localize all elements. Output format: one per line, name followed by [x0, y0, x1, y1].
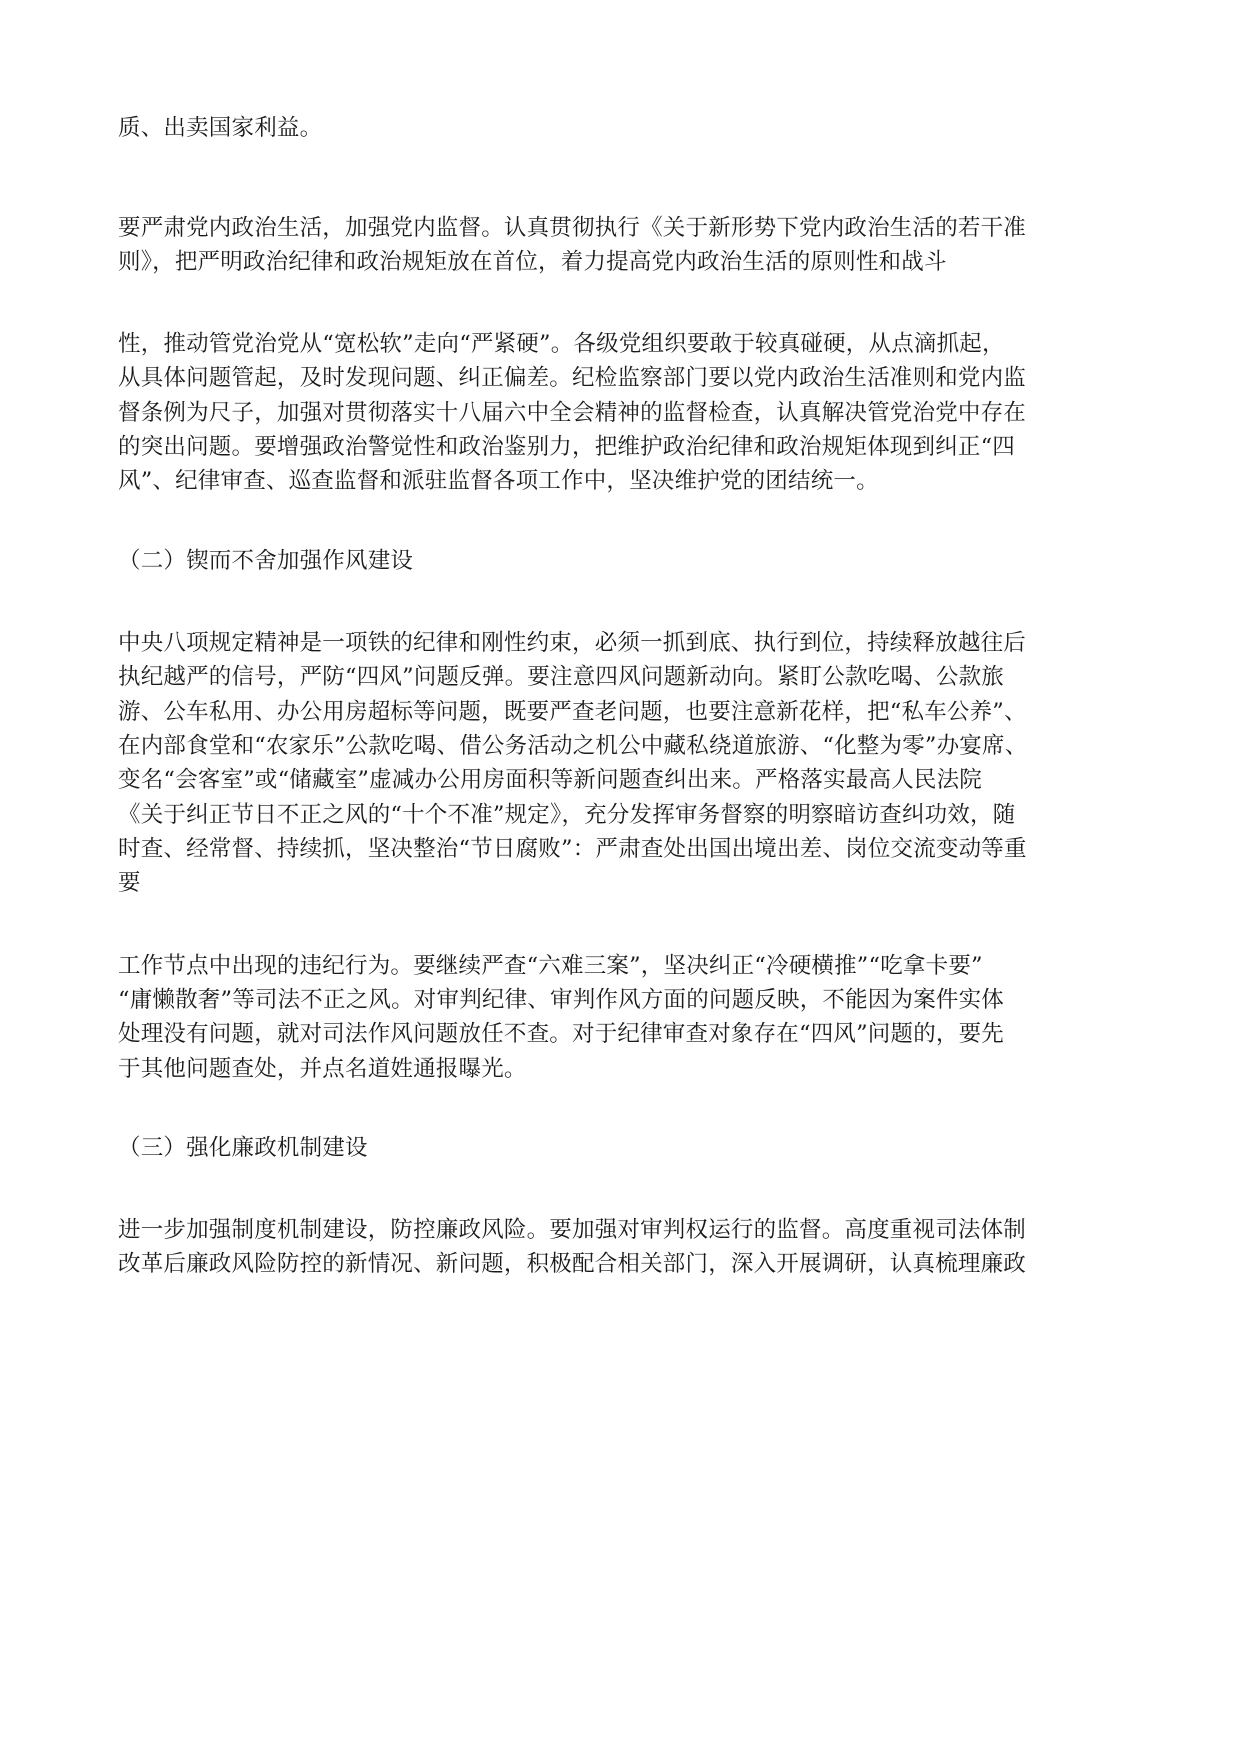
text-line: 在内部食堂和“农家乐”公款吃喝、借公务活动之机公中藏私绕道旅游、“化整为零”办宴席、	[118, 733, 1028, 759]
text-line: 从具体问题管起，及时发现问题、纠正偏差。纪检监察部门要以党内政治生活准则和党内监	[118, 365, 1027, 391]
text-line: 处理没有问题，就对司法作风问题放任不查。对于纪律审查对象存在“四风”问题的，要先	[118, 1021, 1005, 1047]
text-line: 要	[118, 870, 141, 896]
text-line: 改革后廉政风险防控的新情况、新问题，积极配合相关部门，深入开展调研，认真梳理廉政	[118, 1251, 1027, 1277]
section-heading: （二）锲而不舍加强作风建设	[118, 548, 414, 574]
text-line: 中央八项规定精神是一项铁的纪律和刚性约束，必须一抓到底、执行到位，持续释放越往后	[118, 630, 1027, 656]
text-line: 游、公车私用、办公用房超标等问题，既要严查老问题，也要注意新花样，把“私车公养”、	[118, 699, 1027, 725]
text-line: 性，推动管党治党从“宽松软”走向“严紧硬”。各级党组织要敢于较真碰硬，从点滴抓起，	[118, 331, 1005, 357]
text-line: 执纪越严的信号，严防“四风”问题反弹。要注意四风问题新动向。紧盯公款吃喝、公款旅	[118, 664, 1005, 690]
text-line: 时查、经常督、持续抓，坚决整治“节日腐败”：严肃查处出国出境出差、岗位交流变动等重	[118, 836, 1027, 862]
text-line: “庸懒散奢”等司法不正之风。对审判纪律、审判作风方面的问题反映，不能因为案件实体	[118, 987, 1005, 1013]
text-line: 质、出卖国家利益。	[118, 115, 323, 141]
text-line: 《关于纠正节日不正之风的“十个不准”规定》，充分发挥审务督察的明察暗访查纠功效，随	[118, 802, 1016, 828]
text-line: 要严肃党内政治生活，加强党内监督。认真贯彻执行《关于新形势下党内政治生活的若干准	[118, 215, 1027, 241]
text-line: 的突出问题。要增强政治警觉性和政治鉴别力，把维护政治纪律和政治规矩体现到纠正“四	[118, 434, 1016, 460]
text-line: 则》，把严明政治纪律和政治规矩放在首位，着力提高党内政治生活的原则性和战斗	[118, 249, 947, 275]
text-line: 于其他问题查处，并点名道姓通报曝光。	[118, 1056, 527, 1082]
text-line: 变名“会客室”或“储藏室”虚减办公用房面积等新问题查纠出来。严格落实最高人民法院	[118, 767, 983, 793]
text-line: 工作节点中出现的违纪行为。要继续严查“六难三案”，坚决纠正“冷硬横推”“吃拿卡要”	[118, 953, 983, 979]
text-line: 进一步加强制度机制建设，防控廉政风险。要加强对审判权运行的监督。高度重视司法体制	[118, 1217, 1027, 1243]
text-line: 风”、纪律审查、巡查监督和派驻监督各项工作中，坚决维护党的团结统一。	[118, 468, 879, 494]
text-line: 督条例为尺子，加强对贯彻落实十八届六中全会精神的监督检查，认真解决管党治党中存在	[118, 400, 1027, 426]
section-heading: （三）强化廉政机制建设	[118, 1135, 368, 1161]
